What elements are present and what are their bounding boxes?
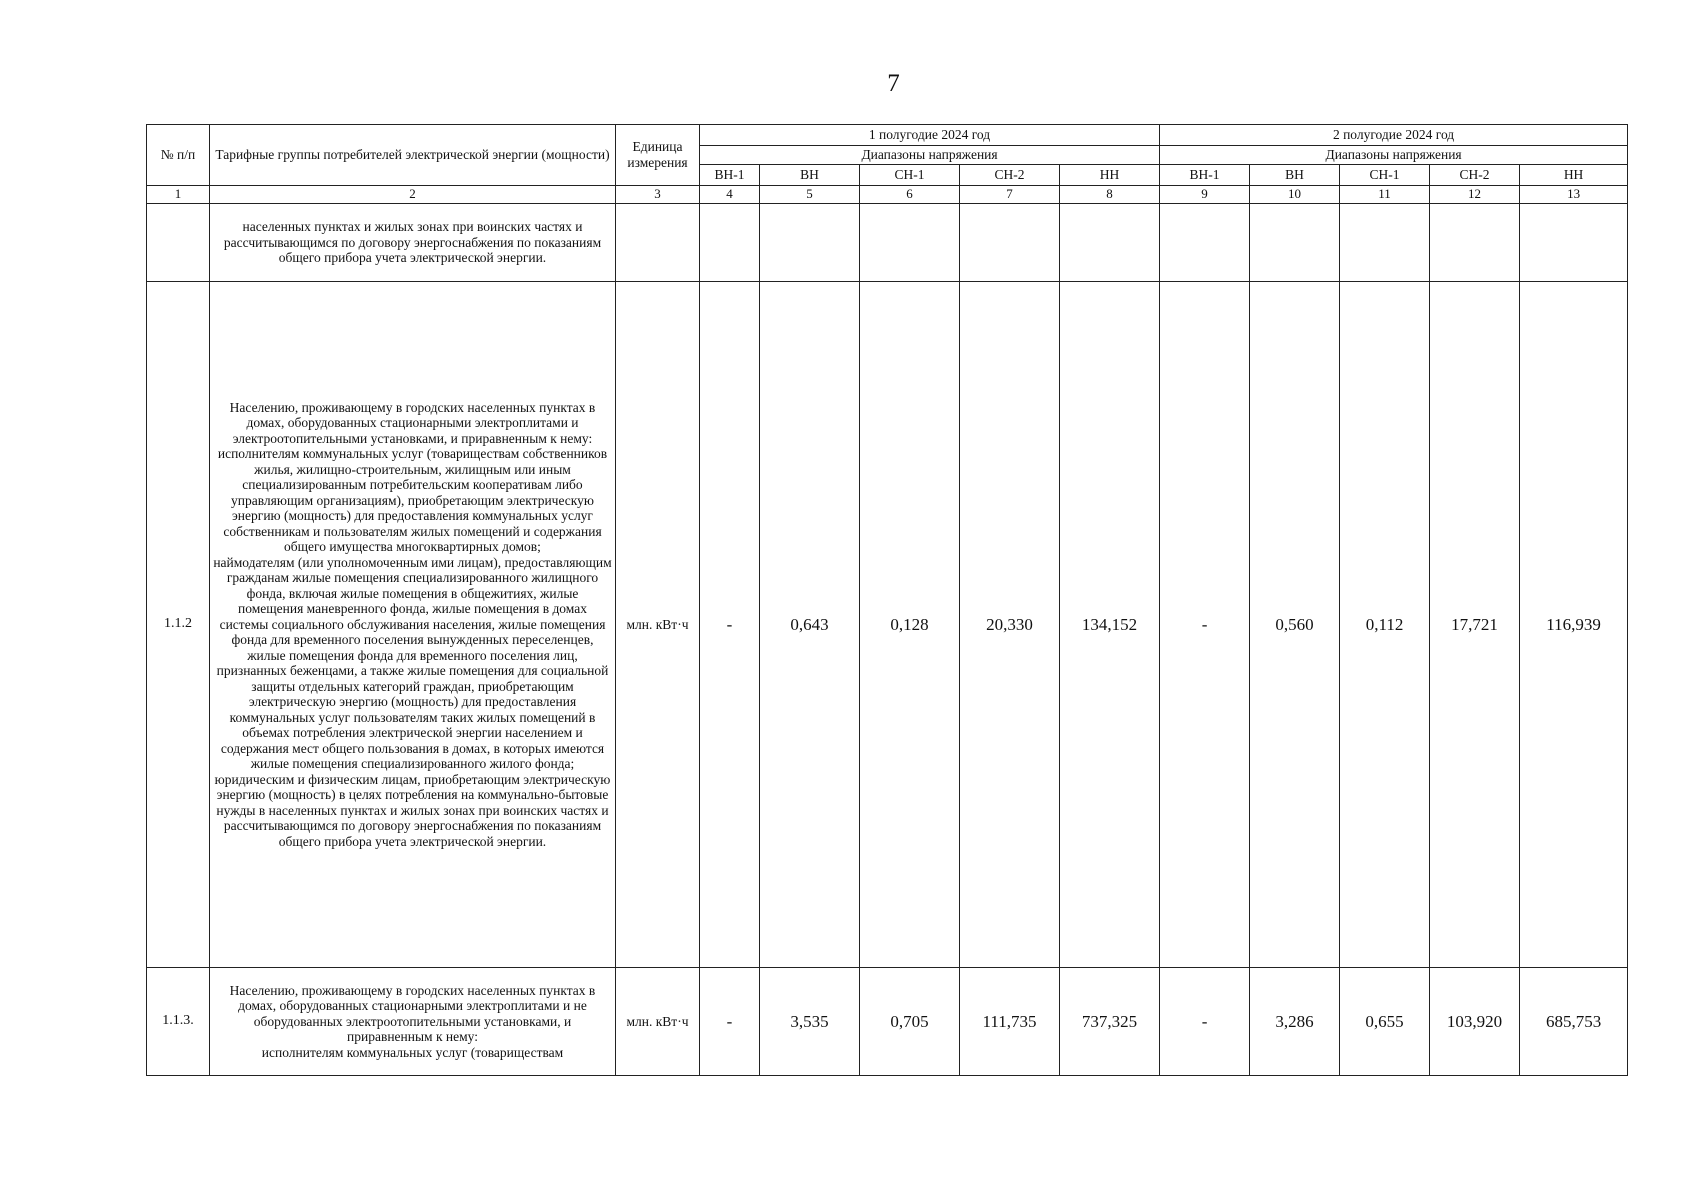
- column-index: 10: [1250, 186, 1340, 204]
- description-paragraph: населенных пунктах и жилых зонах при воинских частях и рассчитывающимся по договору энергоснабжения по показаниям общего прибора учета электрической энергии.: [223, 219, 602, 266]
- row-code: [147, 204, 210, 282]
- value-cell: [1160, 204, 1250, 282]
- level-vn1: ВН-1: [1160, 165, 1250, 186]
- table-row: [147, 282, 1628, 968]
- value-cell: 0,705: [860, 968, 960, 1076]
- header-num: № п/п: [147, 125, 210, 186]
- description-paragraph: Населению, проживающему в городских населенных пунктах в домах, оборудованных стационарными электроплитами и не оборудованных электроотопительными установками, и приравненным к нему:: [229, 982, 596, 1045]
- column-index: 13: [1520, 186, 1628, 204]
- value-cell: 3,286: [1250, 968, 1340, 1076]
- value-cell: 0,560: [1250, 282, 1340, 968]
- tariff-table: [146, 124, 1628, 1076]
- column-index: 4: [700, 186, 760, 204]
- description-paragraph: юридическим и физическим лицам, приобретающим электрическую энергию (мощность) в целях потребления на коммунально-бытовые нужды в населенных пунктах и жилых зонах при воинских частях и рассчитывающимся по договору энергоснабжения по показаниям общего прибора учета электрической энергии.: [214, 771, 611, 849]
- value-cell: [1250, 204, 1340, 282]
- column-index: 6: [860, 186, 960, 204]
- level-sn2: СН-2: [960, 165, 1060, 186]
- row-description: [210, 968, 616, 1076]
- level-sn1: СН-1: [1340, 165, 1430, 186]
- level-nn: НН: [1060, 165, 1160, 186]
- table-row: [147, 968, 1628, 1076]
- row-unit: млн. кВт·ч: [616, 968, 700, 1076]
- description-paragraph: исполнителям коммунальных услуг (товариществам собственников жилья, жилищно-строительным, жилищным или иным специализированным потребительским кооперативам либо управляющим организациям), приобретающим электрическую энергию (мощность) для предоставления коммунальных услуг собственникам и пользователям жилых помещений и содержания общего имущества многоквартирных домов;: [217, 446, 608, 555]
- level-vn: ВН: [760, 165, 860, 186]
- page-number: 7: [887, 70, 900, 97]
- level-nn: НН: [1520, 165, 1628, 186]
- column-index: 5: [760, 186, 860, 204]
- value-cell: 17,721: [1430, 282, 1520, 968]
- row-code: 1.1.3.: [147, 968, 210, 1076]
- description-paragraph: наймодателям (или уполномоченным ими лицам), предоставляющим гражданам жилые помещения специализированного жилищного фонда, включая жилые помещения в общежитиях, жилые помещения маневренного фонда, жилые помещения в домах системы социального обслуживания населения, жилые помещения фонда для временного поселения вынужденных переселенцев, жилые помещения фонда для временного поселения лиц, признанных беженцами, а также жилые помещения для социальной защиты отдельных категорий граждан, приобретающим электрическую энергию (мощность) для предоставления коммунальных услуг пользователям таких жилых помещений в объемах потребления электрической энергии населением и содержания мест общего пользования в домах, в которых имеются жилые помещения специализированного жилого фонда;: [213, 554, 612, 772]
- row-unit: [616, 204, 700, 282]
- description-paragraph: исполнителям коммунальных услуг (товариществам: [261, 1044, 564, 1060]
- value-cell: 103,920: [1430, 968, 1520, 1076]
- description-paragraph: Населению, проживающему в городских населенных пунктах в домах, оборудованных стационарными электроплитами и электроотопительными установками, и приравненным к нему:: [229, 399, 596, 446]
- value-cell: 134,152: [1060, 282, 1160, 968]
- value-cell: -: [1160, 282, 1250, 968]
- row-description: [210, 204, 616, 282]
- value-cell: 0,128: [860, 282, 960, 968]
- value-cell: 20,330: [960, 282, 1060, 968]
- level-sn2: СН-2: [1430, 165, 1520, 186]
- header-unit: Единица измерения: [616, 125, 700, 186]
- value-cell: 111,735: [960, 968, 1060, 1076]
- value-cell: [1520, 204, 1628, 282]
- header-ranges-2: Диапазоны напряжения: [1160, 146, 1628, 165]
- value-cell: 737,325: [1060, 968, 1160, 1076]
- value-cell: 3,535: [760, 968, 860, 1076]
- value-cell: 685,753: [1520, 968, 1628, 1076]
- value-cell: [760, 204, 860, 282]
- header-group: Тарифные группы потребителей электрической энергии (мощности): [210, 125, 616, 186]
- level-vn: ВН: [1250, 165, 1340, 186]
- header-ranges-1: Диапазоны напряжения: [700, 146, 1160, 165]
- value-cell: -: [1160, 968, 1250, 1076]
- table-row: [147, 204, 1628, 282]
- value-cell: [700, 204, 760, 282]
- value-cell: 0,112: [1340, 282, 1430, 968]
- row-unit: млн. кВт·ч: [616, 282, 700, 968]
- column-index: 11: [1340, 186, 1430, 204]
- column-index: 2: [210, 186, 616, 204]
- column-index: 12: [1430, 186, 1520, 204]
- column-index: 7: [960, 186, 1060, 204]
- header-half1: 1 полугодие 2024 год: [700, 125, 1160, 146]
- value-cell: 0,643: [760, 282, 860, 968]
- value-cell: 116,939: [1520, 282, 1628, 968]
- row-description: [210, 282, 616, 968]
- column-index: 1: [147, 186, 210, 204]
- row-code: 1.1.2: [147, 282, 210, 968]
- value-cell: -: [700, 282, 760, 968]
- value-cell: [860, 204, 960, 282]
- column-index: 8: [1060, 186, 1160, 204]
- level-vn1: ВН-1: [700, 165, 760, 186]
- column-index: 9: [1160, 186, 1250, 204]
- value-cell: 0,655: [1340, 968, 1430, 1076]
- value-cell: [1430, 204, 1520, 282]
- value-cell: [1060, 204, 1160, 282]
- header-half2: 2 полугодие 2024 год: [1160, 125, 1628, 146]
- value-cell: [960, 204, 1060, 282]
- level-sn1: СН-1: [860, 165, 960, 186]
- column-index: 3: [616, 186, 700, 204]
- value-cell: -: [700, 968, 760, 1076]
- value-cell: [1340, 204, 1430, 282]
